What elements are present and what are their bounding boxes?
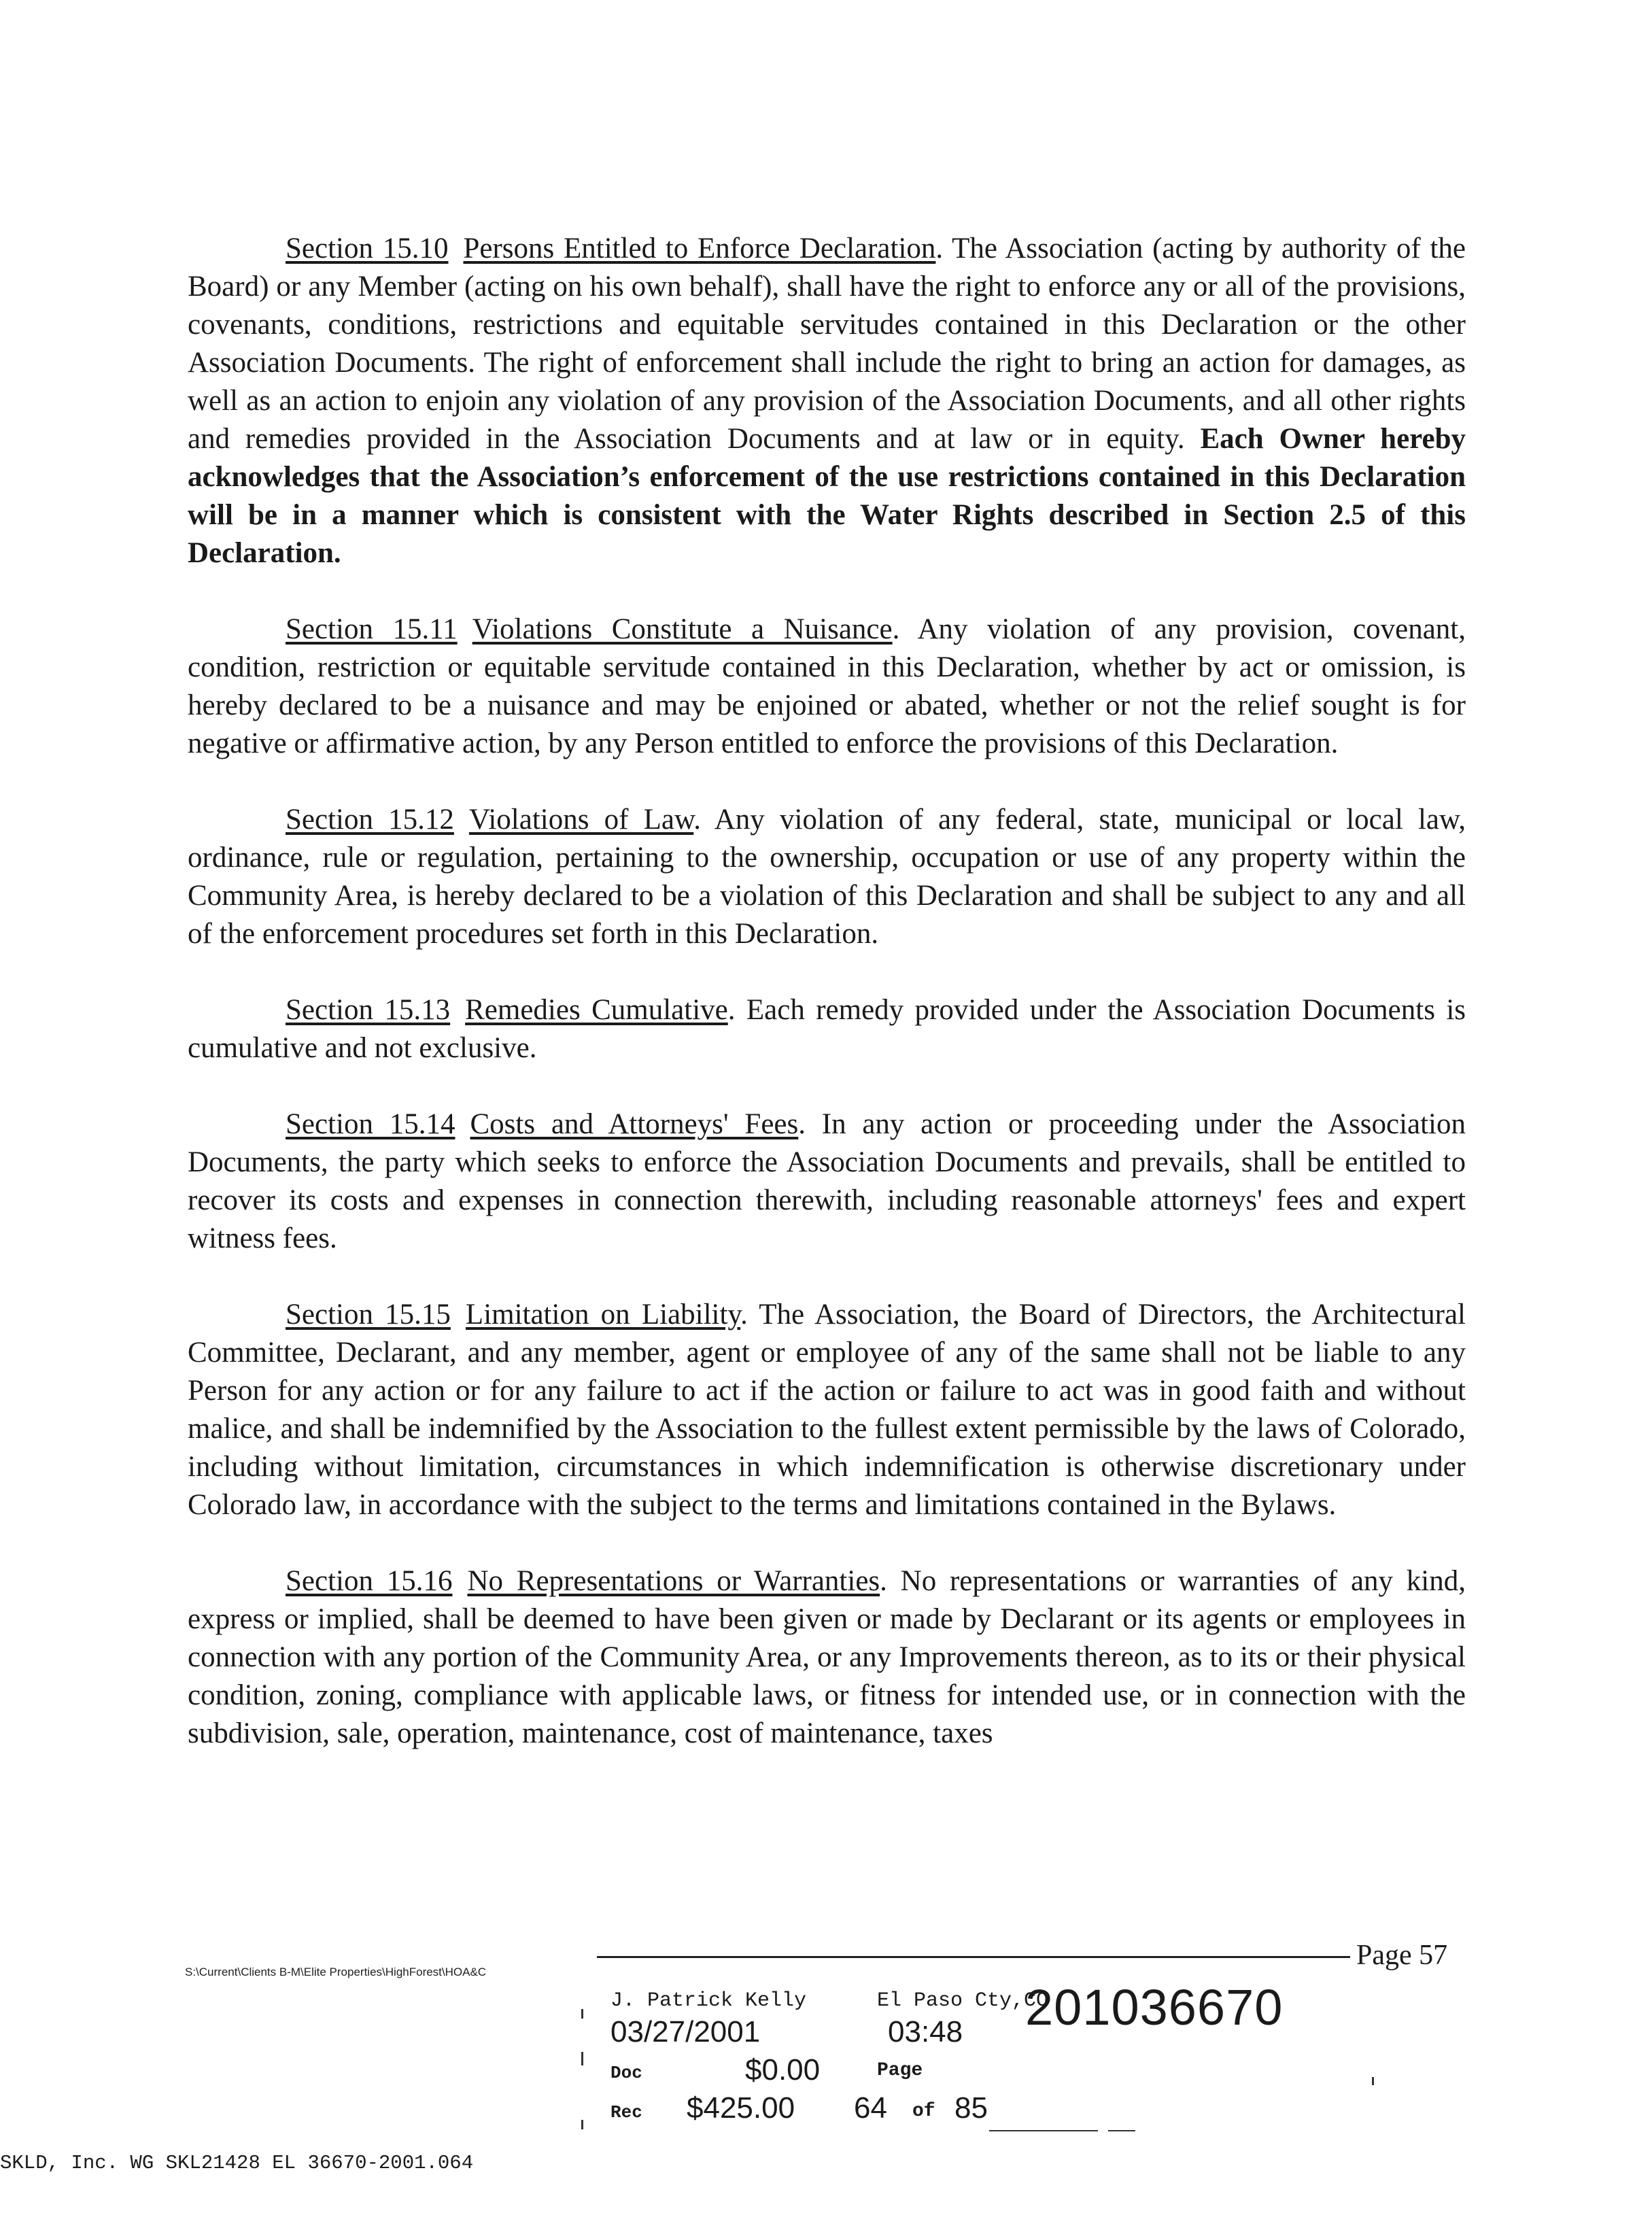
- section-text: . The Association, the Board of Directors, the Architectural Committee, Declarant, and any member, agent or employee of any of the same shall not be liable to any Person for any action or for any failure to act if the action or failure to act was in good faith and without malice, and shall be indemnified by the Association to the fullest extent permissible by the laws of Colorado, including without limitation, circumstances in which indemnification is otherwise discretionary under Colorado law, in accordance with the subject to the terms and limitations contained in the Bylaws.: [188, 1299, 1466, 1521]
- section-text: . Any violation of any provision, covenant, condition, restriction or equitable servitude contained in this Declaration, whether by act or omission, is hereby declared to be a nuisance and may be enjoined or abated, whether or not the relief sought is for negative or affirmative action, by any Person entitled to enforce the provisions of this Declaration.: [188, 613, 1466, 759]
- scan-mark: [581, 2009, 583, 2019]
- section-title: Violations of Law: [468, 804, 694, 836]
- scan-mark: [581, 2120, 583, 2129]
- footer-file-path: S:\Current\Clients B-M\Elite Properties\HighForest\HOA&C: [185, 1966, 487, 1978]
- rec-fee-value: $425.00: [687, 2091, 795, 2125]
- recorder-name: J. Patrick Kelly: [610, 1989, 807, 2012]
- section-paragraph: [188, 991, 1466, 1067]
- section-title: No Representations or Warranties: [467, 1565, 880, 1597]
- stamp-page-number: 64: [854, 2091, 887, 2125]
- section-number: Section 15.13: [286, 994, 451, 1026]
- scan-mark: [989, 2130, 1098, 2131]
- page-number: Page 57: [1356, 1940, 1448, 1971]
- section-paragraph: [188, 1296, 1466, 1524]
- section-text: . Each remedy provided under the Association Documents is cumulative and not exclusive.: [188, 994, 1466, 1064]
- section-text: . No representations or warranties of any kind, express or implied, shall be deemed to have been given or made by Declarant or its agents or employees in connection with any portion of the Community Area, or any Improvements thereon, as to its or their physical condition, zoning, compliance with applicable laws, or fitness for intended use, or in connection with the subdivision, sale, operation, maintenance, cost of maintenance, taxes: [188, 1565, 1466, 1749]
- stamp-of-label: of: [912, 2101, 935, 2122]
- recording-time: 03:48: [888, 2015, 963, 2048]
- doc-fee-value: $0.00: [745, 2053, 821, 2087]
- section-text: . The Association (acting by authority of the Board) or any Member (acting on his own behalf), shall have the right to enforce any or all of the provisions, covenants, conditions, restrictions and equitable servitudes contained in this Declaration or the other Association Documents. The right of enforcement shall include the right to bring an action for damages, as well as an action to enjoin any violation of any provision of the Association Documents, and all other rights and remedies provided in the Association Documents and at law or in equity.: [188, 233, 1466, 455]
- reception-number: 201036670: [1025, 1979, 1284, 2036]
- section-paragraph: [188, 230, 1466, 572]
- doc-fee-label: Doc: [610, 2063, 642, 2083]
- stamp-page-total: 85: [954, 2091, 988, 2125]
- section-number: Section 15.16: [286, 1565, 453, 1597]
- document-id: SKLD, Inc. WG SKL21428 EL 36670-2001.064: [0, 2152, 474, 2174]
- document-body: [188, 230, 1466, 1753]
- stamp-page-label: Page: [877, 2060, 923, 2081]
- section-number: Section 15.15: [286, 1299, 451, 1331]
- recording-date: 03/27/2001: [610, 2015, 761, 2048]
- section-paragraph: [188, 1562, 1466, 1753]
- section-title: Costs and Attorneys' Fees: [470, 1108, 799, 1140]
- section-paragraph: [188, 1105, 1466, 1258]
- section-paragraph: [188, 611, 1466, 763]
- section-number: Section 15.12: [286, 804, 454, 836]
- recording-stamp: [610, 1978, 1358, 2125]
- section-bold-text: Each Owner hereby acknowledges that the Association’s enforcement of the use restrictions contained in this Declaration will be in a manner which is consistent with the Water Rights described in Section 2.5 of this Declaration.: [188, 423, 1466, 569]
- scan-mark: [1372, 2077, 1374, 2085]
- section-number: Section 15.10: [286, 233, 449, 264]
- footer-divider: [597, 1956, 1350, 1958]
- section-title: Violations Constitute a Nuisance: [472, 613, 893, 645]
- section-number: Section 15.11: [286, 613, 458, 645]
- scan-mark: [1108, 2130, 1135, 2131]
- section-title: Persons Entitled to Enforce Declaration: [463, 233, 936, 264]
- scan-mark: [581, 2052, 583, 2065]
- rec-fee-label: Rec: [610, 2102, 642, 2123]
- section-number: Section 15.14: [286, 1108, 455, 1140]
- section-title: Remedies Cumulative: [465, 994, 728, 1026]
- recording-county: El Paso Cty,CO: [877, 1989, 1049, 2012]
- section-paragraph: [188, 801, 1466, 953]
- section-text: . In any action or proceeding under the Association Documents, the party which seeks to enforce the Association Documents and prevails, shall be entitled to recover its costs and expenses in connection therewith, including reasonable attorneys' fees and expert witness fees.: [188, 1108, 1466, 1254]
- section-text: . Any violation of any federal, state, municipal or local law, ordinance, rule or regulation, pertaining to the ownership, occupation or use of any property within the Community Area, is hereby declared to be a violation of this Declaration and shall be subject to any and all of the enforcement procedures set forth in this Declaration.: [188, 804, 1466, 950]
- section-title: Limitation on Liability: [465, 1299, 741, 1331]
